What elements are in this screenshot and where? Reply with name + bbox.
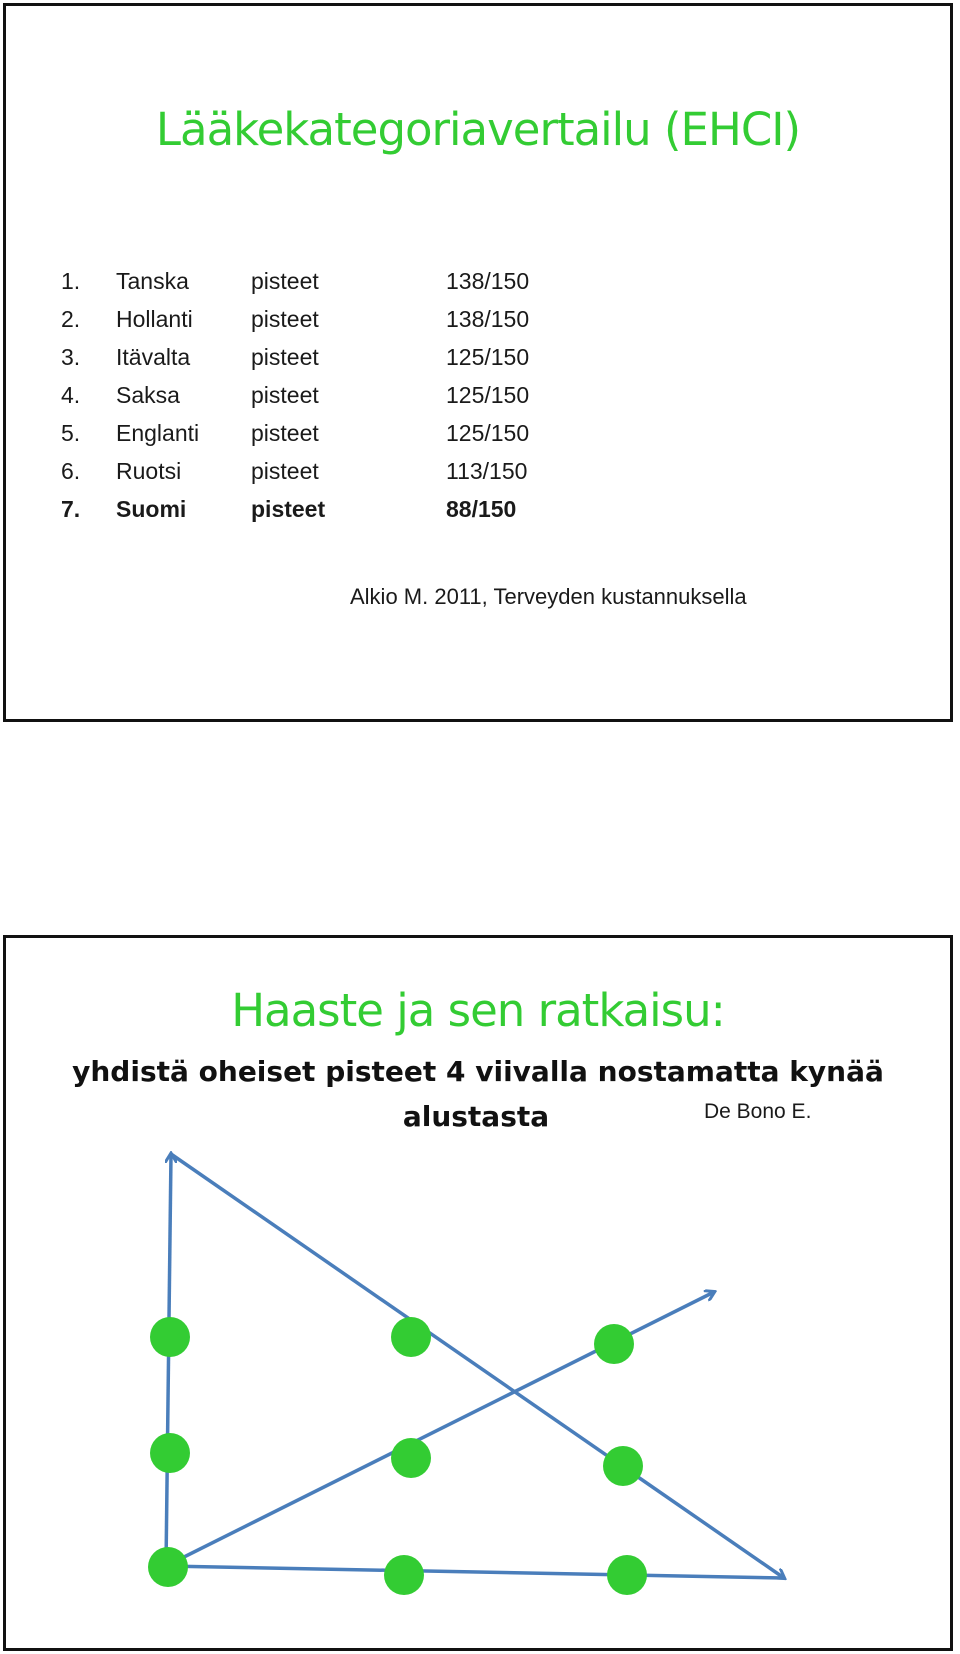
ranking-row: [61, 458, 561, 496]
ranking-row-highlighted: [61, 496, 561, 534]
citation: Alkio M. 2011, Terveyden kustannuksella: [350, 584, 747, 609]
slide-puzzle: [3, 935, 953, 1651]
ranking-list: [61, 268, 561, 534]
puzzle-line: [166, 1292, 714, 1566]
rank-country: Tanska: [116, 268, 189, 294]
puzzle-line: [166, 1154, 171, 1566]
slide-title: Haaste ja sen ratkaisu:: [231, 984, 725, 1037]
rank-country: Ruotsi: [116, 458, 182, 484]
rank-label: pisteet: [251, 268, 319, 294]
puzzle-lines: [166, 1154, 784, 1578]
rank-number: 1.: [61, 268, 81, 294]
rank-label: pisteet: [251, 382, 319, 408]
rank-number: 4.: [61, 382, 81, 408]
rank-score: 125/150: [446, 382, 530, 408]
puzzle-dot: [603, 1446, 643, 1486]
puzzle-instruction-line2: alustasta: [402, 1100, 550, 1133]
puzzle-dot: [384, 1555, 424, 1595]
puzzle-dot: [150, 1317, 190, 1357]
puzzle-instruction-line1: yhdistä oheiset pisteet 4 viivalla nostamatta kynää: [72, 1055, 884, 1088]
puzzle-dot: [607, 1555, 647, 1595]
ranking-row: [61, 344, 561, 382]
rank-number: 5.: [61, 420, 81, 446]
rank-country: Hollanti: [116, 306, 193, 332]
rank-score: 138/150: [446, 306, 530, 332]
ranking-row: [61, 306, 561, 344]
rank-score: 113/150: [446, 458, 528, 484]
rank-score: 125/150: [446, 344, 530, 370]
puzzle-line: [171, 1154, 784, 1578]
ranking-row: [61, 420, 561, 458]
rank-number: 6.: [61, 458, 81, 484]
rank-score: 88/150: [446, 496, 517, 522]
nine-dot-puzzle: [6, 938, 950, 1648]
puzzle-dot: [391, 1438, 431, 1478]
rank-label: pisteet: [251, 496, 326, 522]
rank-score: 125/150: [446, 420, 530, 446]
rank-country: Itävalta: [116, 344, 191, 370]
puzzle-dot: [391, 1317, 431, 1357]
puzzle-dot: [148, 1547, 188, 1587]
credit: De Bono E.: [704, 1100, 812, 1123]
puzzle-dots: [148, 1317, 647, 1595]
rank-score: 138/150: [446, 268, 530, 294]
slide-ranking: [3, 3, 953, 722]
rank-label: pisteet: [251, 306, 319, 332]
rank-label: pisteet: [251, 420, 319, 446]
rank-country: Englanti: [116, 420, 200, 446]
rank-number: 2.: [61, 306, 81, 332]
puzzle-line: [166, 1566, 784, 1578]
rank-label: pisteet: [251, 458, 319, 484]
rank-country: Saksa: [116, 382, 180, 408]
rank-number: 7.: [61, 496, 81, 522]
ranking-row: [61, 268, 561, 306]
rank-label: pisteet: [251, 344, 319, 370]
puzzle-dot: [594, 1324, 634, 1364]
ranking-row: [61, 382, 561, 420]
rank-country: Suomi: [116, 496, 187, 522]
slide-title: Lääkekategoriavertailu (EHCI): [155, 103, 801, 156]
rank-number: 3.: [61, 344, 81, 370]
puzzle-dot: [150, 1433, 190, 1473]
